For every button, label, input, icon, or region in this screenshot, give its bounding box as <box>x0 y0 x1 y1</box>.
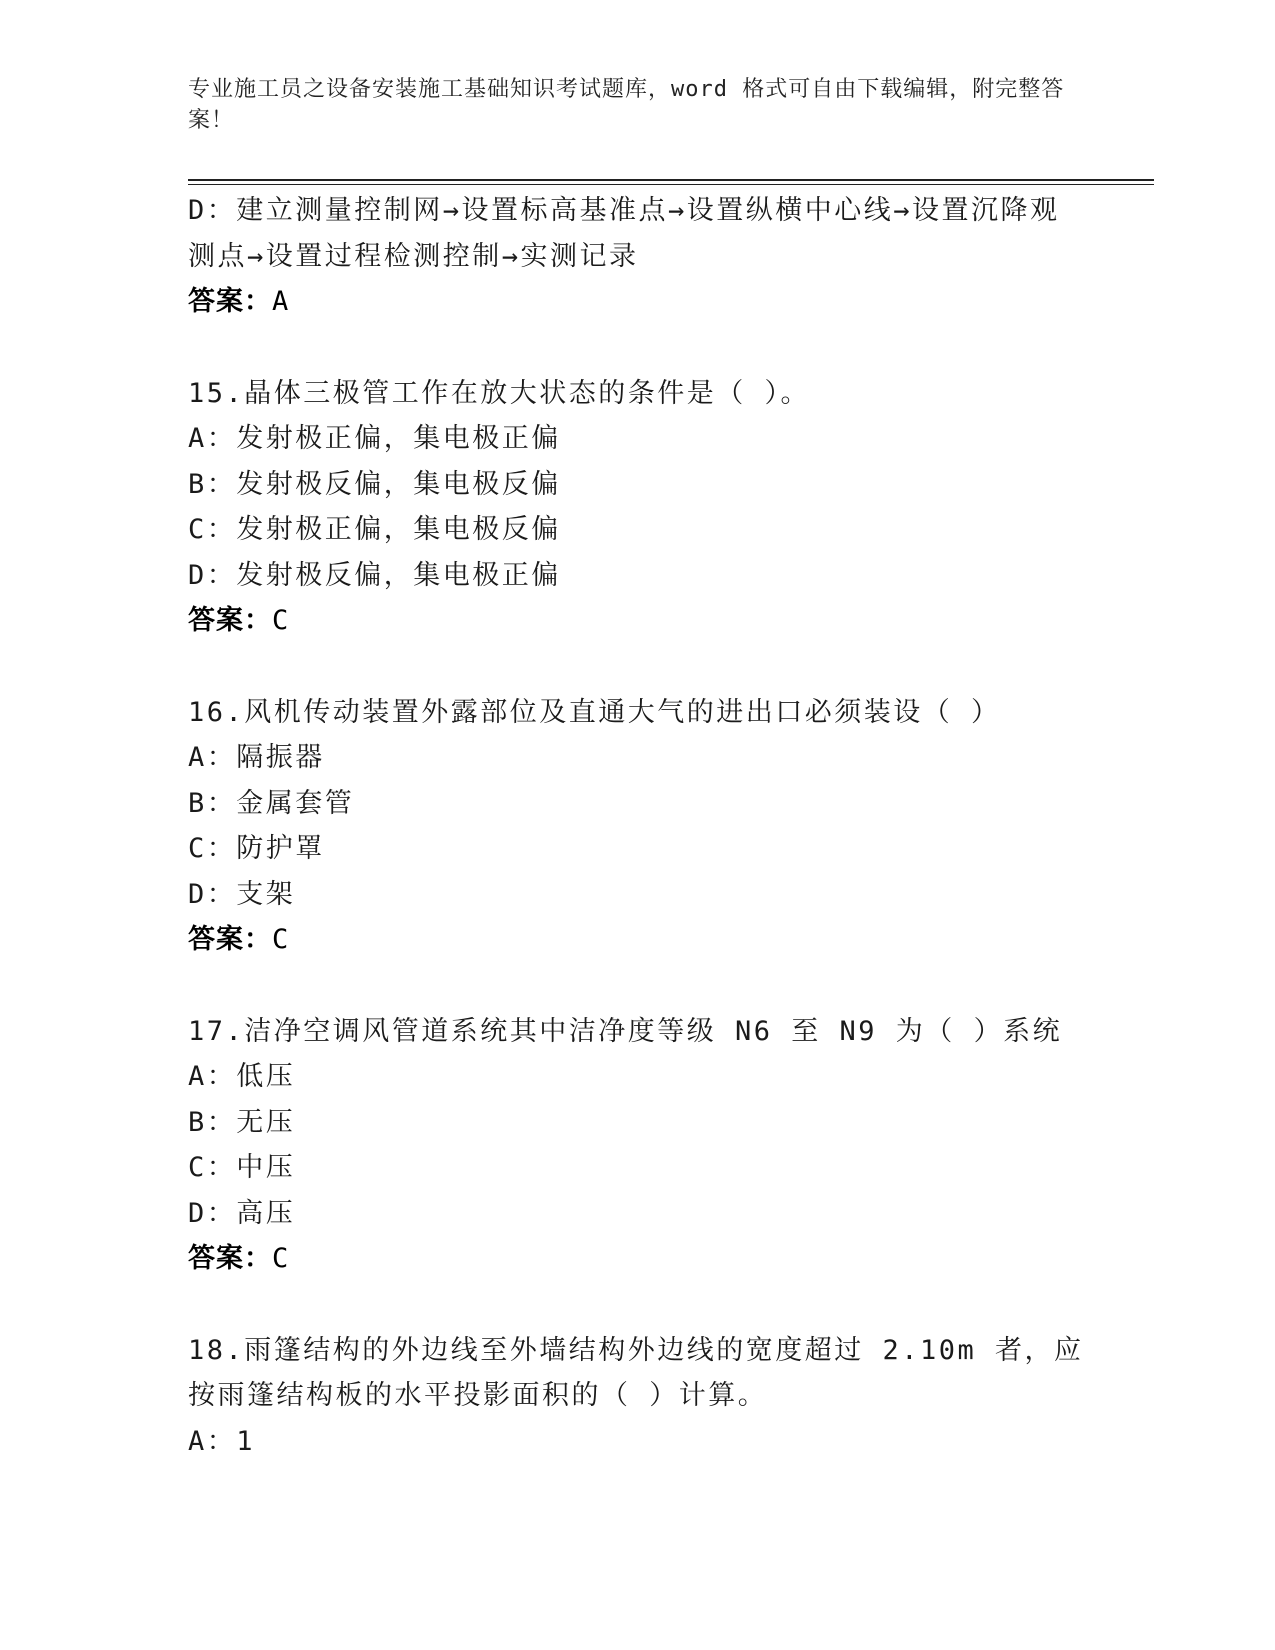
question-17 <box>188 1009 1088 1282</box>
option-a: A：隔振器 <box>188 742 325 773</box>
answer-value: C <box>272 924 290 955</box>
option-c: C：中压 <box>188 1152 296 1183</box>
spacer <box>188 963 1088 1009</box>
answer-value: C <box>272 1243 290 1274</box>
option-a: A：1 <box>188 1425 256 1457</box>
question-stem: 17.洁净空调风管道系统其中洁净度等级 N6 至 N9 为（ ）系统 <box>188 1015 1063 1047</box>
option-a: A：低压 <box>188 1061 296 1092</box>
option-c: C：防护罩 <box>188 833 325 864</box>
header-text: 专业施工员之设备安装施工基础知识考试题库，word 格式可自由下载编辑，附完整答案！ <box>188 77 1065 133</box>
spacer <box>188 325 1088 371</box>
answer-value: C <box>272 605 290 636</box>
option-a: A：发射极正偏，集电极正偏 <box>188 423 561 454</box>
answer-line <box>188 1236 1088 1282</box>
question-stem: 16.风机传动装置外露部位及直通大气的进出口必须装设（ ） <box>188 696 1001 728</box>
question-stem: 18.雨篷结构的外边线至外墙结构外边线的宽度超过 2.10m 者，应按雨篷结构板的水平投影面积的（ ）计算。 <box>188 1334 1084 1411</box>
option-d: D：支架 <box>188 878 296 910</box>
question-list <box>188 188 1088 1464</box>
answer-line <box>188 279 1088 325</box>
answer-label: 答案： <box>188 924 272 955</box>
question-14-continuation <box>188 188 1088 325</box>
option-d: D：发射极反偏，集电极正偏 <box>188 559 561 591</box>
document-header <box>188 74 1068 136</box>
spacer <box>188 644 1088 690</box>
header-divider-thin <box>188 184 1154 185</box>
option-b: B：无压 <box>188 1106 296 1138</box>
answer-label: 答案： <box>188 605 272 636</box>
answer-line <box>188 598 1088 644</box>
question-18 <box>188 1328 1088 1465</box>
option-c: C：发射极正偏，集电极反偏 <box>188 514 561 545</box>
answer-value: A <box>272 286 290 317</box>
spacer <box>188 1282 1088 1328</box>
question-15 <box>188 371 1088 644</box>
answer-label: 答案： <box>188 1243 272 1274</box>
option-b: B：发射极反偏，集电极反偏 <box>188 468 561 500</box>
answer-line <box>188 917 1088 963</box>
answer-label: 答案： <box>188 286 272 317</box>
option-b: B：金属套管 <box>188 787 355 819</box>
option-d: D：高压 <box>188 1197 296 1229</box>
option-d: D：建立测量控制网→设置标高基准点→设置纵横中心线→设置沉降观测点→设置过程检测控制→实测记录 <box>188 195 1060 272</box>
header-divider-thick <box>188 179 1154 181</box>
question-16 <box>188 690 1088 963</box>
question-stem: 15.晶体三极管工作在放大状态的条件是（ ）。 <box>188 377 811 409</box>
